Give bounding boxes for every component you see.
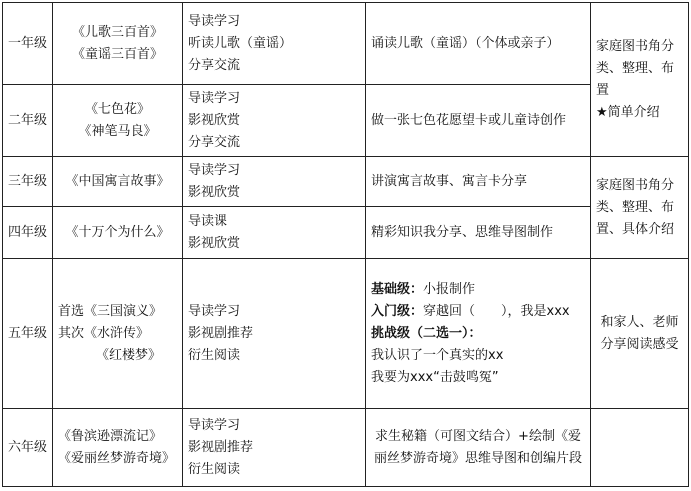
grade-cell: 三年级 bbox=[3, 157, 53, 207]
activity-item: 导读学习 bbox=[188, 90, 241, 106]
grade-cell: 五年级 bbox=[3, 259, 53, 409]
activity-item: 分享交流 bbox=[188, 134, 241, 150]
tasks-cell: 讲演寓言故事、寓言卡分享 bbox=[366, 157, 591, 207]
books-cell bbox=[53, 3, 183, 85]
tasks-cell: 做一张七色花愿望卡或儿童诗创作 bbox=[366, 85, 591, 157]
book-title: 《七色花》 bbox=[84, 101, 150, 117]
tasks-cell: 求生秘籍（可图文结合）+绘制《爱丽丝梦游奇境》思维导图和创编片段 bbox=[366, 409, 591, 487]
grade-cell: 一年级 bbox=[3, 3, 53, 85]
extra-cell bbox=[591, 3, 689, 157]
activities-cell bbox=[183, 3, 366, 85]
activity-item: 衍生阅读 bbox=[188, 347, 241, 363]
task-basic bbox=[371, 279, 585, 301]
table-row bbox=[3, 85, 689, 157]
task-entry bbox=[371, 301, 585, 323]
extra-note: ★简单介绍 bbox=[596, 104, 660, 120]
book-title: 其次《水浒传》 bbox=[58, 325, 150, 341]
task-basic-label: 基础级： bbox=[371, 281, 424, 297]
table-row bbox=[3, 409, 689, 487]
books-cell bbox=[53, 85, 183, 157]
activities-cell bbox=[183, 85, 366, 157]
table-row bbox=[3, 157, 689, 207]
table-row bbox=[3, 207, 689, 259]
book-title: 《红楼梦》 bbox=[96, 347, 162, 363]
reading-plan-table bbox=[2, 2, 689, 487]
activity-item: 导读课 bbox=[188, 213, 228, 229]
activity-item: 影视欣赏 bbox=[188, 112, 241, 128]
books-cell bbox=[53, 207, 183, 259]
activity-item: 导读学习 bbox=[188, 162, 241, 178]
task-entry-text: 穿越回（ ），我是xxx bbox=[423, 303, 570, 319]
books-cell bbox=[53, 157, 183, 207]
task-entry-label: 入门级： bbox=[371, 303, 424, 319]
activity-item: 导读学习 bbox=[188, 13, 241, 29]
book-title: 《鲁滨逊漂流记》 bbox=[58, 428, 163, 444]
book-title: 《中国寓言故事》 bbox=[65, 173, 170, 189]
activity-item: 影视欣赏 bbox=[188, 235, 241, 251]
activity-item: 导读学习 bbox=[188, 417, 241, 433]
grade-cell: 四年级 bbox=[3, 207, 53, 259]
books-cell bbox=[53, 259, 183, 409]
table-row bbox=[3, 3, 689, 85]
tasks-cell bbox=[366, 259, 591, 409]
table-row bbox=[3, 259, 689, 409]
extra-cell: 和家人、老师分享阅读感受 bbox=[591, 259, 689, 409]
activities-cell bbox=[183, 207, 366, 259]
activity-item: 影视剧推荐 bbox=[188, 439, 254, 455]
book-title: 《爱丽丝梦游奇境》 bbox=[58, 450, 176, 466]
activity-item: 影视欣赏 bbox=[188, 184, 241, 200]
extra-cell: 家庭图书角分类、整理、布置、具体介绍 bbox=[591, 157, 689, 259]
activity-item: 分享交流 bbox=[188, 57, 241, 73]
books-cell bbox=[53, 409, 183, 487]
tasks-cell: 精彩知识我分享、思维导图制作 bbox=[366, 207, 591, 259]
activities-cell bbox=[183, 259, 366, 409]
activity-item: 导读学习 bbox=[188, 303, 241, 319]
activity-item: 影视剧推荐 bbox=[188, 325, 254, 341]
book-title: 《儿歌三百首》 bbox=[71, 24, 163, 40]
activity-item: 衍生阅读 bbox=[188, 461, 241, 477]
book-title: 《十万个为什么》 bbox=[65, 224, 170, 240]
extra-text: 家庭图书角分类、整理、布置 bbox=[596, 38, 675, 98]
extra-cell bbox=[591, 409, 689, 487]
grade-cell: 二年级 bbox=[3, 85, 53, 157]
task-option: 我要为xxx“击鼓鸣冤” bbox=[371, 369, 499, 385]
task-option: 我认识了一个真实的xx bbox=[371, 347, 504, 363]
tasks-cell: 诵读儿歌（童谣）（个体或亲子） bbox=[366, 3, 591, 85]
book-title: 《神笔马良》 bbox=[78, 123, 157, 139]
activities-cell bbox=[183, 409, 366, 487]
task-basic-text: 小报制作 bbox=[423, 281, 476, 297]
book-title: 首选《三国演义》 bbox=[58, 303, 163, 319]
activities-cell bbox=[183, 157, 366, 207]
book-title: 《童谣三百首》 bbox=[71, 46, 163, 62]
grade-cell: 六年级 bbox=[3, 409, 53, 487]
activity-item: 听读儿歌（童谣） bbox=[188, 35, 293, 51]
task-challenge-label: 挑战级（二选一）： bbox=[371, 325, 482, 341]
